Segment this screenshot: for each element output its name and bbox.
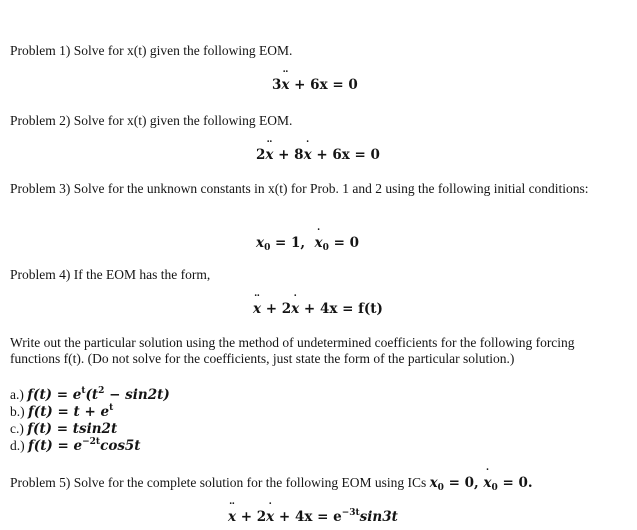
problem-3-initial-conditions: $x_0 = 1$, ˙ $x_0 = 0$ bbox=[256, 235, 359, 251]
problem-3-heading: Problem 3) Solve for the unknown constants in x(t) for Prob. 1 and 2 using the following initial conditions: bbox=[10, 181, 589, 196]
forcing-item-b: b.) $f(t) = t + e^t$ bbox=[10, 403, 114, 420]
problem-4-instruction: Write out the particular solution using the method of undetermined coefficients for the following forcing functions f(t). (Do not solve for the coefficients, just state the form of the particular solution.) bbox=[10, 335, 575, 366]
forcing-item-a: a.) $f(t) = e^t(t^2 - \sin 2t)$ bbox=[10, 386, 170, 403]
problem-4-equation: ¨ x + 2˙ x + 4x = f(t) bbox=[253, 301, 383, 317]
problem-5-equation: ¨ x + 2˙ $x + 4x = e^{-3t}\sin 3t$ bbox=[228, 509, 398, 525]
forcing-item-d: d.) $f(t) = e^{-2t}\cos 5t$ bbox=[10, 437, 141, 454]
problem-1-heading: Problem 1) Solve for x(t) given the following EOM. bbox=[10, 43, 293, 58]
forcing-item-c: c.) f(t) = tsin2t bbox=[10, 421, 118, 437]
problem-2-heading: Problem 2) Solve for x(t) given the following EOM. bbox=[10, 113, 293, 128]
problem-4-heading: Problem 4) If the EOM has the form, bbox=[10, 267, 211, 282]
problem-2-equation: 2¨ x + 8˙ x + 6x = 0 bbox=[256, 147, 380, 163]
problem-1-equation: 3¨ x + 6x = 0 bbox=[272, 77, 358, 93]
problem-5-heading: Problem 5) Solve for the complete solution for the following EOM using ICs $x_0 = 0$, ˙ $x_0 = 0$. bbox=[10, 475, 533, 491]
